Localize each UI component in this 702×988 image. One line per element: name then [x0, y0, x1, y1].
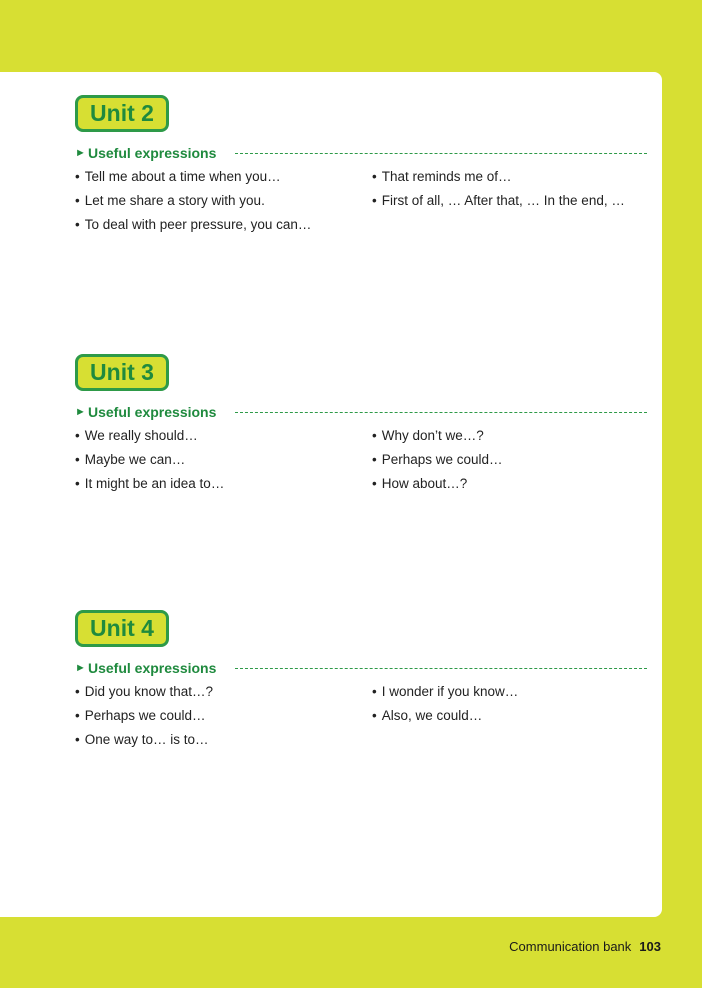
page-number: 103 — [639, 939, 661, 954]
expression-column-right — [372, 424, 647, 496]
arrow-right-icon: ► — [75, 662, 86, 674]
expression-item: • First of all, … After that, … In the end, … — [372, 189, 647, 213]
expression-column-left — [75, 424, 365, 496]
expression-item: • Perhaps we could… — [372, 448, 647, 472]
useful-expressions-header — [75, 659, 647, 677]
expression-item: • Perhaps we could… — [75, 704, 365, 728]
expression-item: • It might be an idea to… — [75, 472, 365, 496]
expression-item: • Did you know that…? — [75, 680, 365, 704]
expression-item: • One way to… is to… — [75, 728, 365, 752]
unit-4-section — [75, 610, 647, 752]
page-footer — [509, 939, 661, 954]
useful-expressions-title: Useful expressions — [88, 404, 217, 420]
useful-expressions-title: Useful expressions — [88, 660, 217, 676]
dashed-divider — [235, 668, 647, 669]
expression-column-left — [75, 165, 365, 237]
unit-badge: Unit 3 — [75, 354, 169, 391]
expression-item: • That reminds me of… — [372, 165, 647, 189]
expression-column-left — [75, 680, 365, 752]
dashed-divider — [235, 412, 647, 413]
expression-column-right — [372, 680, 647, 728]
footer-label: Communication bank — [509, 939, 632, 954]
dashed-divider — [235, 153, 647, 154]
unit-2-section — [75, 95, 647, 237]
unit-badge: Unit 4 — [75, 610, 169, 647]
expression-list — [75, 165, 647, 237]
unit-3-section — [75, 354, 647, 496]
useful-expressions-header — [75, 403, 647, 421]
expression-item: • To deal with peer pressure, you can… — [75, 213, 365, 237]
unit-badge: Unit 2 — [75, 95, 169, 132]
expression-column-right — [372, 165, 647, 213]
useful-expressions-title: Useful expressions — [88, 145, 217, 161]
expression-item: • Also, we could… — [372, 704, 647, 728]
expression-item: • Let me share a story with you. — [75, 189, 365, 213]
expression-item: • I wonder if you know… — [372, 680, 647, 704]
expression-list — [75, 424, 647, 496]
expression-item: • Tell me about a time when you… — [75, 165, 365, 189]
arrow-right-icon: ► — [75, 147, 86, 159]
expression-item: • Maybe we can… — [75, 448, 365, 472]
expression-item: • Why don’t we…? — [372, 424, 647, 448]
arrow-right-icon: ► — [75, 406, 86, 418]
useful-expressions-header — [75, 144, 647, 162]
expression-item: • We really should… — [75, 424, 365, 448]
expression-item: • How about…? — [372, 472, 647, 496]
expression-list — [75, 680, 647, 752]
